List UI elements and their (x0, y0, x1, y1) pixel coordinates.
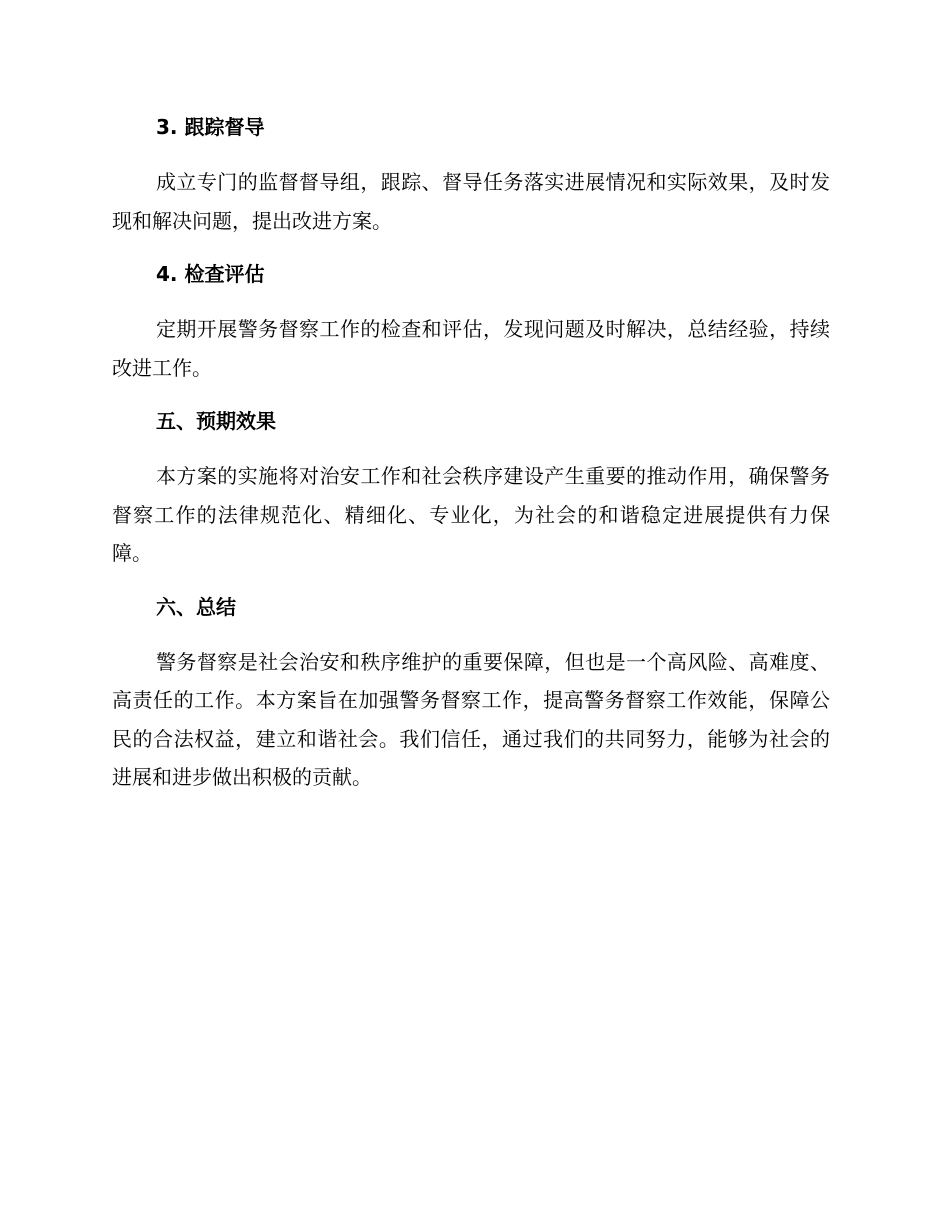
section-paragraph-expected-effect: 本方案的实施将对治安工作和社会秩序建设产生重要的推动作用，确保警务督察工作的法律规范化、精细化、专业化，为社会的和谐稳定进展提供有力保障。 (112, 464, 830, 565)
section-paragraph-inspection-evaluation: 定期开展警务督察工作的检查和评估，发现问题及时解决，总结经验，持续改进工作。 (112, 317, 830, 380)
document-page (112, 108, 830, 797)
section-heading-summary: 六、总结 (156, 594, 236, 619)
section-heading-inspection-evaluation: 4. 检查评估 (156, 262, 265, 286)
section-heading-tracking-supervision: 3. 跟踪督导 (156, 115, 265, 139)
section-paragraph-tracking-supervision: 成立专门的监督督导组，跟踪、督导任务落实进展情况和实际效果，及时发现和解决问题，提出改进方案。 (112, 170, 830, 233)
section-paragraph-summary: 警务督察是社会治安和秩序维护的重要保障，但也是一个高风险、高难度、高责任的工作。本方案旨在加强警务督察工作，提高警务督察工作效能，保障公民的合法权益，建立和谐社会。我们信任，通过我们的共同努力，能够为社会的进展和进步做出积极的贡献。 (112, 649, 830, 789)
section-heading-expected-effect: 五、预期效果 (156, 409, 276, 433)
